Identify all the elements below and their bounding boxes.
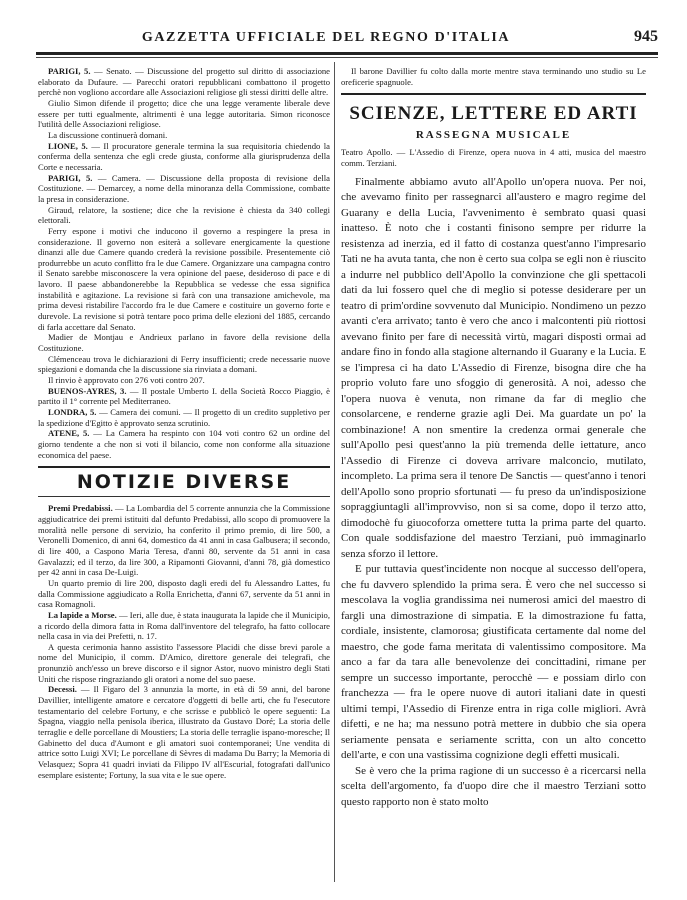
- notizie-diverse-heading: NOTIZIE DIVERSE: [76, 471, 292, 494]
- news-item: Il rinvio è approvato con 276 voti contro 207.: [48, 375, 205, 386]
- news-item: Clémenceau trova le dichiarazioni di Ferry insufficienti; crede necessarie nuove spiegazioni e domanda che la discussione sia rinviata a domani.: [38, 353, 330, 375]
- news-item: Madier de Montjau e Andrieux parlano in favore della revisione della Costituzione.: [38, 332, 330, 354]
- news-item: Giulio Simon difende il progetto; dice che una legge veramente liberale deve essere per tutti egualmente, altrimenti è una legge autoritaria. Simon riconosce l'utilità delle Associazioni religiose.: [38, 97, 330, 130]
- review-paragraph: Se è vero che la prima ragione di un successo è a ricercarsi nella scelta dell'argomento, fa d'uopo dire che il maestro Terziani sotto questo rapporto non è stato molto: [341, 764, 646, 808]
- continuation-text: Il barone Davillier fu colto dalla morte mentre stava terminando uno studio su Le oreficerie spagnuole.: [341, 66, 646, 87]
- notizia-item: Decessi. — Il Figaro del 3 annunzia la morte, in età di 59 anni, del barone Davillier, intelligente amatore e cercatore d'oggetti di belle arti, che fu l'esecutore testamentario del celebre Fortuny, e che scrisse e pubblicò le opere seguenti: La Spagna, viaggio nella penisola iberica, illustrato da Gustavo Doré; La storia delle terraglie e delle porcellane di Moustiers; La storia delle terraglie ispano-moresche; Il Gabinetto del duca d'Aumont e gli amatori suoi contemporanei; Une vendita di attrice sotto Luigi XVI; Le porcellane di Sèvres di madama Du Barry; la Memoria di Velasquez; Sopra 41 quadri inviati da Filippo IV all'Escurial, fotografati dall'unico esemplare esistente; Fortuny, la sua vita e le sue opere.: [38, 684, 330, 780]
- news-item: Giraud, relatore, la sostiene; dice che la revisione è chiesta da 340 collegi elettorali.: [38, 204, 330, 226]
- section-rule: [38, 496, 330, 497]
- notizie-section: [38, 503, 330, 780]
- header-rule: [36, 52, 658, 55]
- review-paragraph: E pur tuttavia quest'incidente non nocque al successo dell'opera, che fu davvero splendido la prima sera. È vero che nel successo si mescolava la voglia grandissima nei numerosi amici del maestro di fargli una dimostrazione di simpatia. E la dimostrazione fu fatta, cordiale, insistente, clamorosa; giustificata certamente dal nome del maestro, che gode fama meritata di valentissimo compositore. Ma anco a far da tara alle benevolenze dei concittadini, rimane per sempre un successo importante, perocchè — e possiam dirlo con franchezza — fra le opere nuove di autori italiani date in questi ultimi tempi, l'Assedio di Firenze entra in riga colle migliori. Avrà difetti, e ne ha; ma nessuno potrà mettere in dubbio che sia opera seriamente pensata e seriamente scritta, con un alto concetto dell'arte, e con una vastissima cognizione degli effetti musicali.: [341, 563, 646, 762]
- notizia-item: La lapide a Morse. — Ieri, alle due, è stata inaugurata la lapide che il Municipio, a ricordo della dimora fatta in Roma dall'inventore del telegrafo, ha fatto collocare nella casa in via dei Prefetti, n. 17.: [38, 609, 331, 642]
- news-item: PARIGI, 5. — Senato. — Discussione del progetto sul diritto di associazione elaborato da Dufaure. — Parecchi oratori repubblicani combattono il progetto perchè non vogliono accordare alle Associazioni religiose gli stessi diritti delle altre.: [38, 66, 330, 98]
- notizia-item: Premi Predabissi. — La Lombardia del 5 corrente annunzia che la Commissione aggiudicatrice dei premi istituiti dal defunto Predabissi, allo scopo di promuovere la moralità nelle persone di servizio, ha conferito il primo premio, di lire 500, a Veronelli Domenico, di anni 64, domestico da 41 anni in casa Galbusera; il secondo, di lire 400, a Caspono Maria Teresa, d'anni 80, servente da 51 anni in casa Gavalazzi; ed il terzo, da lire 300, a Ripamonti Giovanni, d'anni 78, già domestico per 42 anni in casa De-Luigi.: [38, 503, 330, 578]
- news-item: La discussione continuerà domani.: [48, 129, 168, 140]
- rassegna-musicale-heading: RASSEGNA MUSICALE: [415, 129, 572, 142]
- news-item: Ferry espone i motivi che inducono il governo a respingere la presa in considerazione. Il governo non esiterà a sollevare energicamente la questione dinanzi alle due Camere quando crederà la revisione possibile. Presentemente ciò produrrebbe un acuto conflitto fra le due Camere. Organizzare una campagna contro il Senato sarebbe misconoscere la vera opinione del paese, desideroso di pace e di lavoro. Il paese abbandonerebbe la Repubblica se vedesse che essa significa instabilità e agitazione. La revisione si farà con una transazione amichevole, ma prima devesi ristabilire l'accordo fra le due Camere e costituire un governo forte e durevole. La revisione si potrà tentare poco prima delle elezioni del 1885, cercando di farla accettare dal Senato.: [38, 225, 330, 332]
- news-item: LIONE, 5. — Il procuratore generale termina la sua requisitoria chiedendo la conferma della sentenza che egli crede giusta, conforme alla giurisprudenza della Corte e necessaria.: [38, 140, 330, 172]
- teatro-intro: Teatro Apollo. — L'Assedio di Firenze, opera nuova in 4 atti, musica del maestro comm. Terziani.: [341, 147, 646, 169]
- review-paragraph: Finalmente abbiamo avuto all'Apollo un'opera nuova. Per noi, che avevamo finito per rassegnarci all'austero e magro regime del Guarany e della Lucia, l'avvenimento è sembrato quasi quasi inatteso. È noto che i costanti finisono sempre per ridurre la resistenza ad inerzia, ed il fatto di costanza quest'anno l'impresario Tati ne ha avuta tanta, che non è certo sua colpa se egli non è riuscito a indurre nel pubblico dell'Apollo la convinzione che gli spettacoli dati da lui fossero quel che di meglio si potesse desiderare per un teatro di prim'ordine sovvenuto dal Municipio. Nondimeno un pezzo avanti c'era arrivato; tanto è vero che anco i malcontenti più riottosi avevano finito per fare di necessità virtù, magari disposti ormai ad andare fino in fondo alla stagione alternando il Guarany e la Lucia. E se l'impresa ci ha dato L'Assedio di Firenze, bisogna dire che ha proprio voluto fare uno sfoggio di generosità. A noi, adesso che l'opera nuova è venuta, non rimane da far di meglio che consolarcene, e renderne grazie agli Dei. Ma guardate un po' la combinazione! A non smentire la credenza ormai generale che sull'Apollo pesi quest'anno la più tremenda delle iettature, anco l'Assedio di Firenze ci doveva arrivare malconcio, mutilato, incompleto. La prima sera il tenore De Sanctis — quest'anno i tenori dell'Apollo sono proprio sfortunati — fu preso da un'indisposizione sopraggiuntagli all'improvviso, non si sa come, dopo il terzo atto, dimodochè fu giuocoforza omettere tutta la prima parte del quarto. Con quale soddisfazione del maestro Terziani, può immaginarlo senza sforzo il lettore.: [341, 175, 646, 560]
- news-item: BUENOS-AYRES, 3. — Il postale Umberto I. della Società Rocco Piaggio, è partito il 1° corrente pel Mediterraneo.: [38, 385, 330, 407]
- news-item: PARIGI, 5. — Camera. — Discussione della proposta di revisione della Costituzione. — Demarcey, a nome della minoranza della Commissione, combatte la presa in considerazione.: [38, 172, 330, 204]
- scienze-heading: SCIENZE, LETTERE ED ARTI: [349, 103, 638, 125]
- header-rule-thin: [36, 57, 658, 58]
- section-rule: [341, 93, 646, 95]
- notizia-item: A questa cerimonia hanno assistito l'assessore Placidi che disse brevi parole a nome del Municipio, il comm. D'Amico, direttore generale dei telegrafi, che pronunziò anch'esso un breve discorso e il signor Astor, nuovo ministro degli Stati Uniti che rispose ringraziando gli oratori a nome del suo paese.: [38, 641, 330, 684]
- page-header: [36, 8, 658, 48]
- left-column: [38, 66, 330, 780]
- right-column: [341, 66, 646, 810]
- column-divider: [334, 62, 335, 882]
- review-body: [341, 175, 646, 811]
- section-rule: [38, 466, 330, 468]
- news-item: LONDRA, 5. — Camera dei comuni. — Il progetto di un credito suppletivo per la spedizione d'Egitto è approvato senza scrutinio.: [38, 407, 330, 428]
- telegrams-section: [38, 66, 330, 460]
- page-number: 945: [634, 28, 658, 45]
- notizia-item: Un quarto premio di lire 200, disposto dagli eredi del fu Alessandro Lattes, fu dalla Commissione aggiudicato a Rolla Enrichetta, d'anni 67, servente da 51 anni in casa Romagnoli.: [38, 577, 330, 610]
- news-item: ATENE, 5. — La Camera ha respinto con 104 voti contro 62 un ordine del giorno tendente a che non si voti il bilancio, come non conforme alla situazione economica del paese.: [38, 428, 330, 460]
- newspaper-title: GAZZETTA UFFICIALE DEL REGNO D'ITALIA: [141, 30, 511, 45]
